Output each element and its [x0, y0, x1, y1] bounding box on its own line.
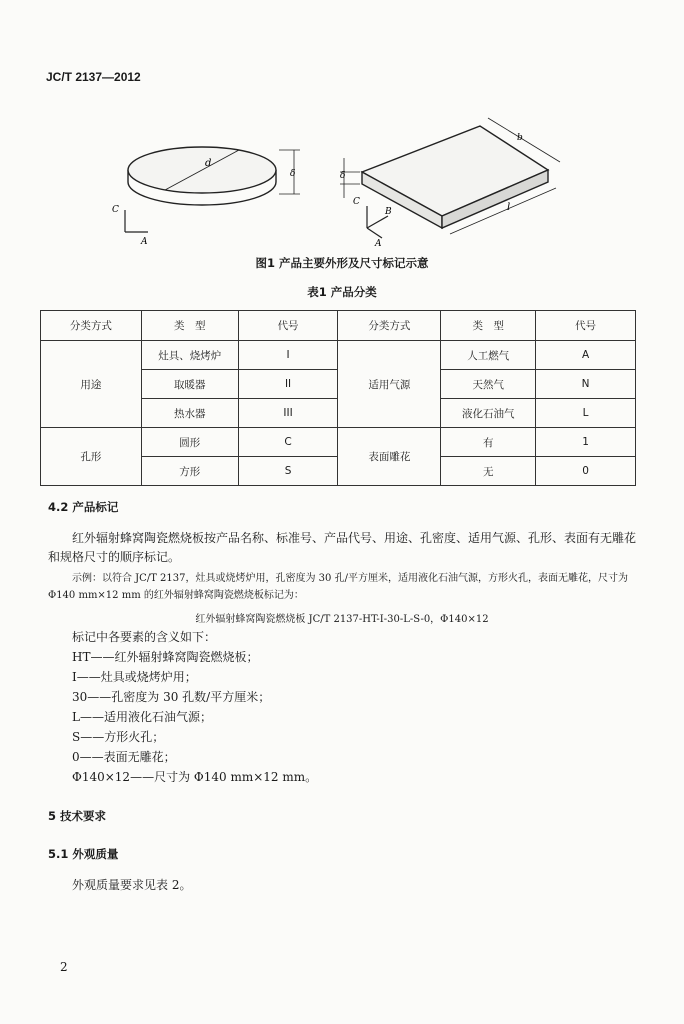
- type-cell: 有: [441, 428, 536, 457]
- square-plate-drawing: [340, 118, 560, 238]
- page-number: 2: [60, 960, 68, 974]
- group-label-gas: 适用气源: [338, 341, 441, 428]
- meaning-item: I——灶具或烧烤炉用；: [72, 670, 197, 684]
- type-cell: 天然气: [441, 370, 536, 399]
- type-cell: 灶具、烧烤炉: [141, 341, 238, 370]
- meaning-item: HT——红外辐射蜂窝陶瓷燃烧板；: [72, 650, 259, 664]
- table-row: [41, 341, 636, 370]
- code-cell: S: [238, 457, 338, 486]
- axis-b-label: B: [385, 207, 392, 217]
- type-cell: 热水器: [141, 399, 238, 428]
- table-row: [41, 428, 636, 457]
- axis-a-label-left: A: [141, 237, 148, 247]
- meaning-item: S——方形火孔；: [72, 730, 165, 744]
- header-cell: 类 型: [141, 311, 238, 341]
- header-cell: 代号: [238, 311, 338, 341]
- round-plate-drawing: [125, 147, 300, 232]
- header-cell: 分类方式: [338, 311, 441, 341]
- header-cell: 代号: [536, 311, 636, 341]
- axis-c-label-left: C: [112, 205, 119, 215]
- code-cell: L: [536, 399, 636, 428]
- group-label-carve: 表面雕花: [338, 428, 441, 486]
- appearance-paragraph: 外观质量要求见表 2。: [72, 878, 192, 892]
- type-cell: 人工燃气: [441, 341, 536, 370]
- standard-code: JC/T 2137—2012: [46, 70, 141, 84]
- code-cell: 1: [536, 428, 636, 457]
- example-paragraph: 示例：以符合 JC/T 2137，灶具或烧烤炉用，孔密度为 30 孔/平方厘米，适用液化石油气源，方形火孔，表面无雕花，尺寸为 Φ140 mm×12 mm 的红外辐射蜂窝陶瓷燃烧板标记为：: [48, 573, 628, 601]
- type-cell: 取暖器: [141, 370, 238, 399]
- group-label-hole: 孔形: [41, 428, 142, 486]
- type-cell: 圆形: [141, 428, 238, 457]
- classification-table: [40, 310, 636, 486]
- thickness-label-right: δ: [340, 171, 346, 181]
- product-shape-figure: [0, 110, 684, 250]
- group-label-use: 用途: [41, 341, 142, 428]
- type-cell: 方形: [141, 457, 238, 486]
- table-caption: 表1 产品分类: [307, 285, 377, 299]
- code-cell: C: [238, 428, 338, 457]
- meaning-intro: 标记中各要素的含义如下：: [72, 630, 217, 644]
- code-cell: III: [238, 399, 338, 428]
- header-cell: 类 型: [441, 311, 536, 341]
- marking-example: 红外辐射蜂窝陶瓷燃烧板 JC/T 2137-HT-I-30-L-S-0，Φ140×12: [195, 614, 489, 625]
- section-4-2-heading: 4.2 产品标记: [48, 500, 119, 514]
- figure-caption: 图1 产品主要外形及尺寸标记示意: [255, 256, 429, 270]
- type-cell: 液化石油气: [441, 399, 536, 428]
- table-header-row: [41, 311, 636, 341]
- diameter-label: d: [205, 158, 212, 169]
- code-cell: N: [536, 370, 636, 399]
- code-cell: 0: [536, 457, 636, 486]
- axis-c-label-right: C: [353, 197, 360, 207]
- axis-a-label-right: A: [375, 239, 382, 249]
- code-cell: I: [238, 341, 338, 370]
- thickness-label-left: δ: [290, 169, 296, 179]
- section-5-1-heading: 5.1 外观质量: [48, 847, 119, 861]
- code-cell: II: [238, 370, 338, 399]
- code-cell: A: [536, 341, 636, 370]
- section-5-heading: 5 技术要求: [48, 809, 107, 823]
- header-cell: 分类方式: [41, 311, 142, 341]
- meaning-item: Φ140×12——尺寸为 Φ140 mm×12 mm。: [72, 770, 318, 784]
- meaning-item: 0——表面无雕花；: [72, 750, 176, 764]
- meaning-item: L——适用液化石油气源；: [72, 710, 212, 724]
- marking-order-paragraph: 红外辐射蜂窝陶瓷燃烧板按产品名称、标准号、产品代号、用途、孔密度、适用气源、孔形、表面有无雕花和规格尺寸的顺序标记。: [48, 531, 637, 564]
- type-cell: 无: [441, 457, 536, 486]
- width-label: b: [517, 133, 523, 143]
- length-label: l: [507, 202, 511, 213]
- meaning-item: 30——孔密度为 30 孔数/平方厘米；: [72, 690, 271, 704]
